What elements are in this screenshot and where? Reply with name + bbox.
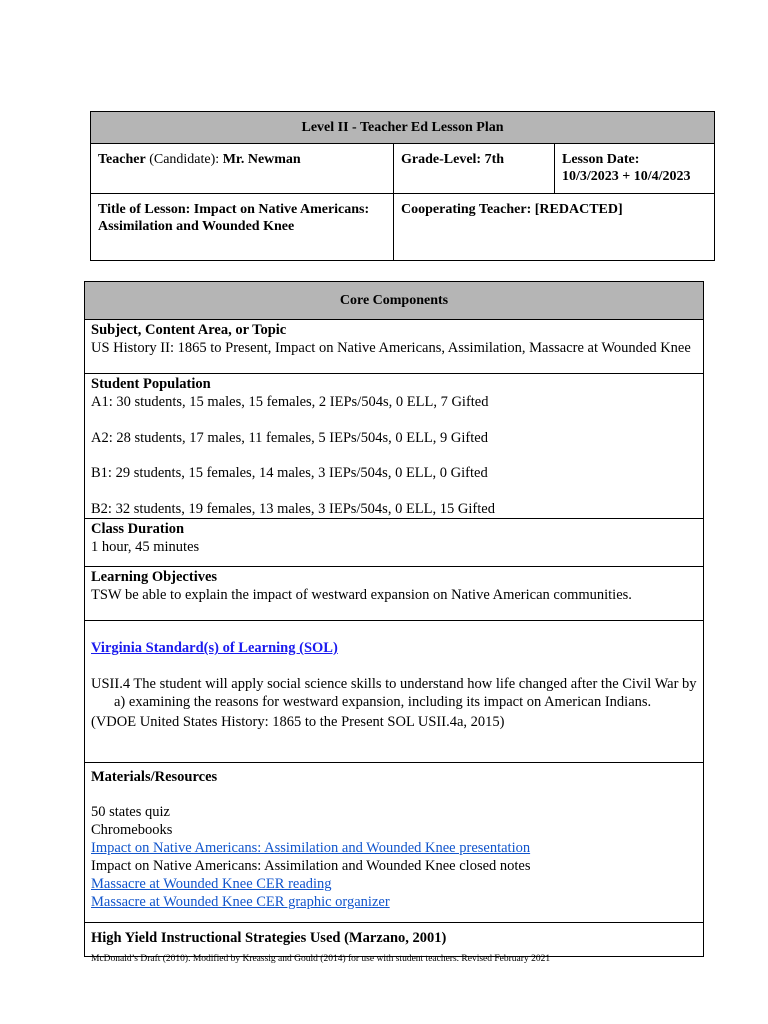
core-components-title: Core Components	[85, 282, 704, 320]
materials-heading: Materials/Resources	[91, 769, 218, 785]
sol-section	[85, 621, 704, 763]
lesson-date-value: 10/3/2023 + 10/4/2023	[562, 169, 691, 184]
cooperating-teacher-cell: Cooperating Teacher: [REDACTED]	[394, 194, 715, 261]
subject-text: US History II: 1865 to Present, Impact on Native Americans, Assimilation, Massacre at Wounded Knee	[91, 340, 691, 356]
subject-section	[85, 320, 704, 374]
objectives-heading: Learning Objectives	[91, 569, 218, 585]
sol-citation: (VDOE United States History: 1865 to the Present SOL USII.4a, 2015)	[91, 714, 505, 730]
population-line: B1: 29 students, 15 females, 14 males, 3 IEPs/504s, 0 ELL, 0 Gifted	[91, 465, 488, 481]
population-heading: Student Population	[91, 376, 211, 392]
grade-level-cell: Grade-Level: 7th	[394, 144, 555, 194]
lesson-header-table	[90, 111, 715, 261]
lesson-title-cell: Title of Lesson: Impact on Native Americans: Assimilation and Wounded Knee	[91, 194, 394, 261]
population-line: A2: 28 students, 17 males, 11 females, 5 IEPs/504s, 0 ELL, 9 Gifted	[91, 430, 488, 446]
teacher-paren: (Candidate):	[145, 152, 223, 167]
population-line: B2: 32 students, 19 females, 13 males, 3 IEPs/504s, 0 ELL, 15 Gifted	[91, 501, 495, 517]
material-link-cer-organizer[interactable]: Massacre at Wounded Knee CER graphic organizer	[91, 894, 390, 910]
material-link-cer-reading[interactable]: Massacre at Wounded Knee CER reading	[91, 876, 332, 892]
teacher-name: Mr. Newman	[222, 152, 301, 167]
lesson-date-cell	[555, 144, 715, 194]
materials-section	[85, 763, 704, 923]
duration-heading: Class Duration	[91, 521, 185, 537]
teacher-label: Teacher	[98, 152, 146, 167]
lesson-plan-title: Level II - Teacher Ed Lesson Plan	[91, 112, 715, 144]
core-components-table	[84, 281, 704, 957]
material-item: Chromebooks	[91, 822, 173, 838]
learning-objectives-section	[85, 567, 704, 621]
student-population-section	[85, 374, 704, 519]
strategies-section: High Yield Instructional Strategies Used (Marzano, 2001)	[85, 923, 704, 957]
material-link-presentation[interactable]: Impact on Native Americans: Assimilation and Wounded Knee presentation	[91, 840, 531, 856]
teacher-cell	[91, 144, 394, 194]
material-item: Impact on Native Americans: Assimilation and Wounded Knee closed notes	[91, 858, 531, 874]
sol-heading-link[interactable]: Virginia Standard(s) of Learning (SOL)	[91, 640, 338, 656]
subject-heading: Subject, Content Area, or Topic	[91, 322, 287, 338]
objectives-text: TSW be able to explain the impact of westward expansion on Native American communities.	[91, 587, 632, 603]
population-line: A1: 30 students, 15 males, 15 females, 2 IEPs/504s, 0 ELL, 7 Gifted	[91, 394, 489, 410]
class-duration-section	[85, 519, 704, 567]
sol-item: a) examining the reasons for westward expansion, including its impact on American Indians.	[114, 694, 652, 710]
lesson-date-label: Lesson Date:	[562, 152, 640, 167]
sol-intro: USII.4 The student will apply social science skills to understand how life changed after the Civil War by	[91, 676, 697, 692]
page-footer: McDonald’s Draft (2010). Modified by Kreassig and Gould (2014) for use with student teachers. Revised February 2021	[91, 954, 551, 964]
material-item: 50 states quiz	[91, 804, 170, 820]
duration-text: 1 hour, 45 minutes	[91, 539, 200, 555]
